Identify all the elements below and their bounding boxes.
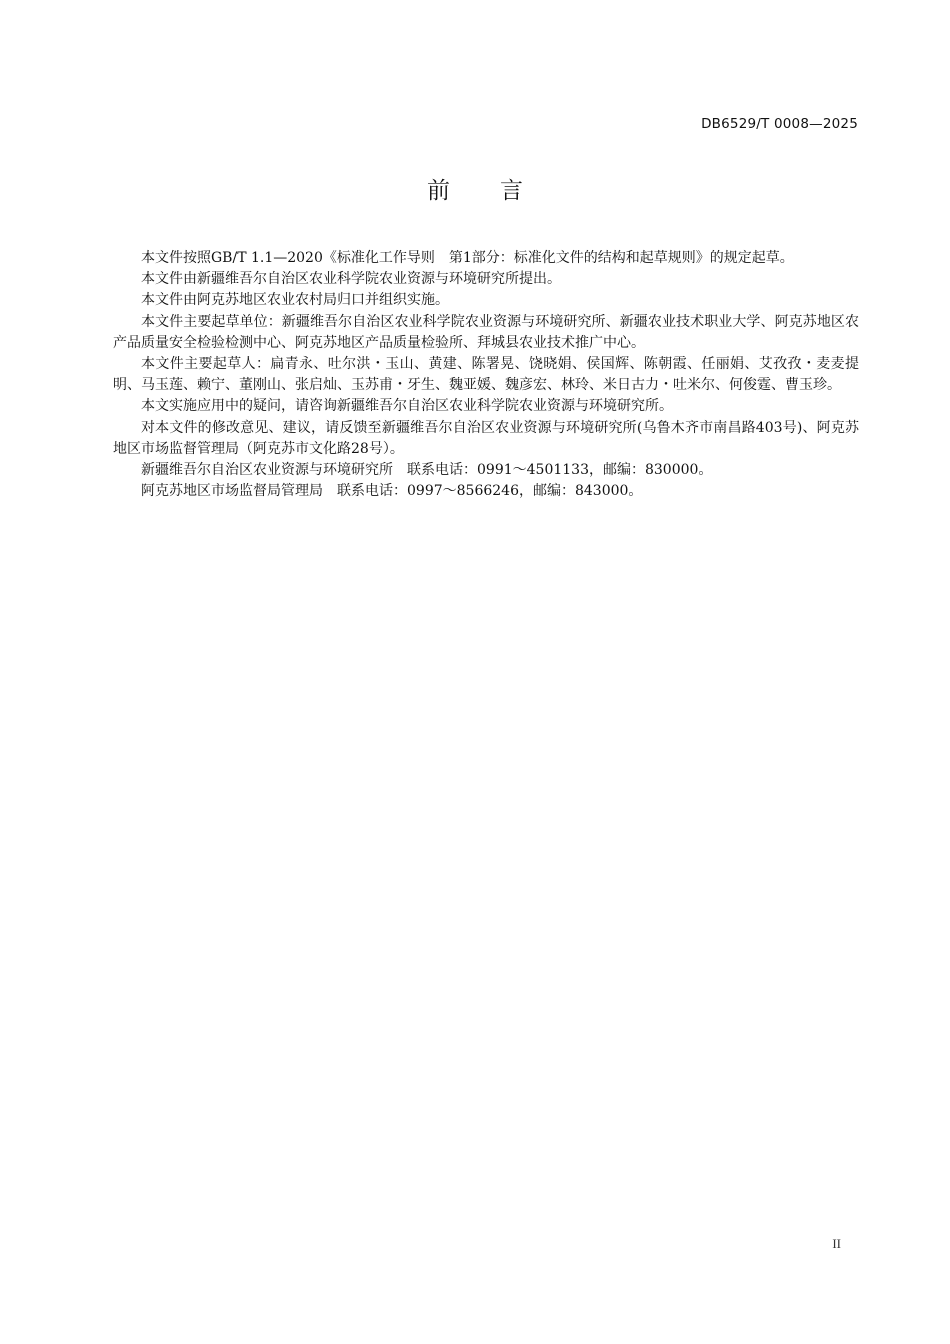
paragraph-drafters: 本文件主要起草人：扁青永、吐尔洪・玉山、黄建、陈署晃、饶晓娟、侯国辉、陈朝霞、任丽娟、艾孜孜・麦麦提明、马玉莲、赖宁、董刚山、张启灿、玉苏甫・牙生、魏亚媛、魏彦宏、林玲、米日古力・吐米尔、何俊霆、曹玉珍。 — [113, 356, 859, 394]
foreword-body — [113, 248, 859, 502]
paragraph-inquiries: 本文实施应用中的疑问，请咨询新疆维吾尔自治区农业科学院农业资源与环境研究所。 — [141, 398, 673, 415]
paragraph-drafting-units: 本文件主要起草单位：新疆维吾尔自治区农业科学院农业资源与环境研究所、新疆农业技术职业大学、阿克苏地区农产品质量安全检验检测中心、阿克苏地区产品质量检验所、拜城县农业技术推广中心。 — [113, 313, 859, 351]
page-title: 前言 — [427, 178, 573, 204]
document-code: DB6529/T 0008—2025 — [701, 116, 858, 132]
page-number: II — [832, 1236, 841, 1251]
paragraph-contact-bureau: 阿克苏地区市场监督局管理局 联系电话：0997～8566246，邮编：843000。 — [141, 483, 643, 500]
paragraph-administrator: 本文件由阿克苏地区农业农村局归口并组织实施。 — [141, 292, 449, 309]
paragraph-contact-institute: 新疆维吾尔自治区农业资源与环境研究所 联系电话：0991～4501133，邮编：830000。 — [141, 462, 713, 479]
paragraph-drafting-rules: 本文件按照GB/T 1.1—2020《标准化工作导则 第1部分：标准化文件的结构和起草规则》的规定起草。 — [141, 250, 794, 266]
paragraph-feedback: 对本文件的修改意见、建议，请反馈至新疆维吾尔自治区农业资源与环境研究所(乌鲁木齐市南昌路403号)、阿克苏地区市场监督管理局（阿克苏市文化路28号）。 — [113, 419, 859, 457]
paragraph-proposer: 本文件由新疆维吾尔自治区农业科学院农业资源与环境研究所提出。 — [141, 271, 561, 288]
